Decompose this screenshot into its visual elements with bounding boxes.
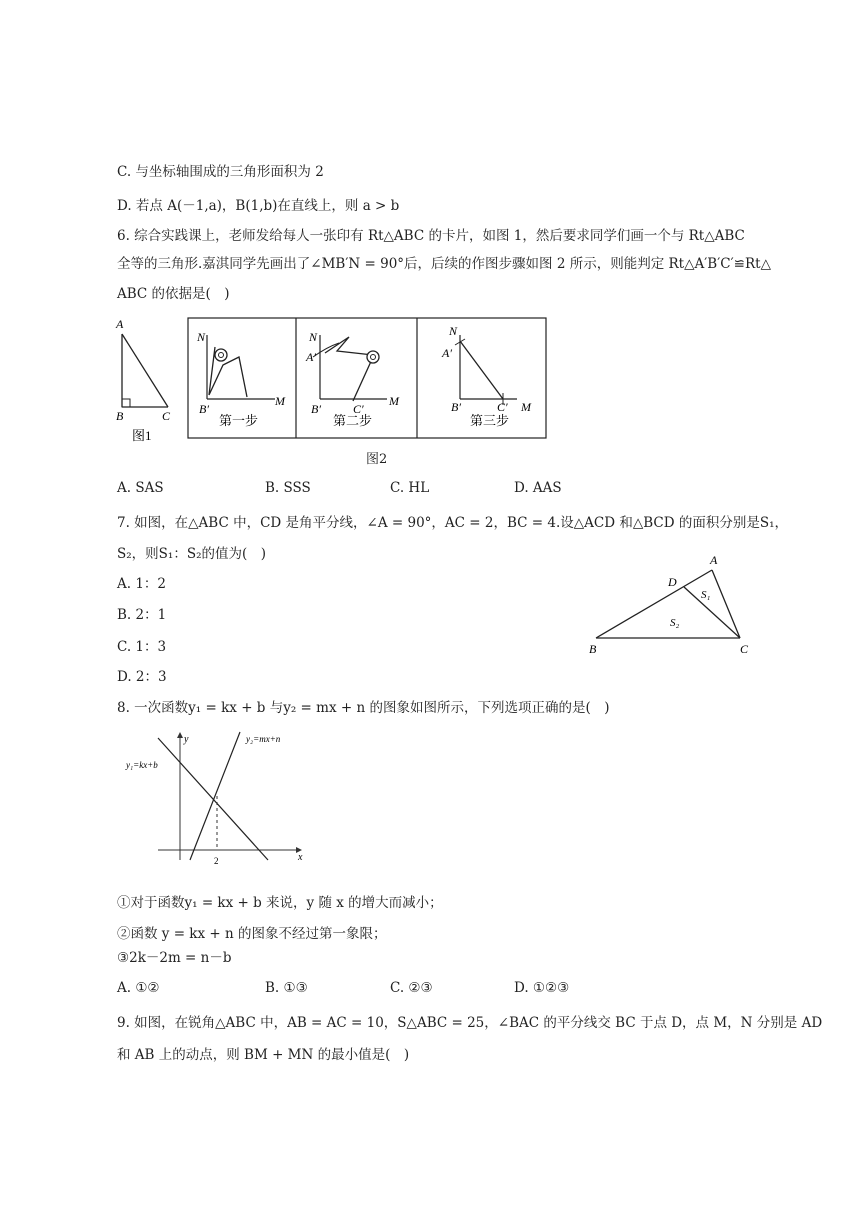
step1-panel: [196, 330, 286, 428]
step2-label-a: A′: [306, 350, 316, 364]
q7-label-a: A: [710, 553, 718, 567]
q6-option-b: B. SSS: [265, 480, 311, 496]
q6-figure-2: [187, 317, 549, 441]
q7-option-d: D. 2：3: [117, 669, 167, 685]
q6-option-d: D. AAS: [514, 480, 562, 496]
step1-label-b: B′: [199, 402, 209, 416]
step3-caption: 第三步: [470, 413, 510, 428]
q5-option-d: D. 若点 A(－1,a)，B(1,b)在直线上，则 a > b: [117, 198, 400, 214]
q6-stem-line3: ABC 的依据是( ): [117, 286, 230, 302]
q8-statement-2: ②函数 y = kx + n 的图象不经过第一象限；: [117, 926, 387, 942]
q7-label-c: C: [740, 642, 749, 656]
q7-label-d: D: [668, 575, 677, 589]
q6-stem-line2: 全等的三角形.嘉淇同学先画出了∠MB′N = 90°后，后续的作图步骤如图 2 所示，则能判定 Rt△A′B′C′≌Rt△: [117, 256, 771, 272]
q8-statement-3: ③2k－2m = n－b: [117, 950, 232, 966]
q8-label-line2: y₂=mx+n: [246, 734, 281, 744]
step2-panel: [305, 330, 400, 428]
q7-label-s2: S₂: [670, 617, 680, 629]
step2-label-b: B′: [311, 402, 321, 416]
q6-figure-1: [110, 312, 185, 447]
q7-label-b: B: [589, 642, 597, 656]
step3-label-a: A′: [442, 346, 452, 360]
q8-option-b: B. ①③: [265, 980, 308, 996]
step2-label-c: C′: [353, 402, 364, 416]
q7-option-c: C. 1：3: [117, 639, 167, 655]
q8-label-line1: y₁=kx+b: [126, 760, 158, 770]
q7-label-s1: S₁: [701, 589, 711, 601]
q6-option-a: A. SAS: [117, 480, 164, 496]
step2-label-m: M: [389, 394, 399, 408]
step1-label-m: M: [275, 394, 285, 408]
q6-option-c: C. HL: [390, 480, 430, 496]
step3-panel: [441, 324, 532, 428]
q7-triangle-figure: [584, 550, 759, 658]
step2-label-n: N: [309, 330, 318, 344]
q8-statement-1: ①对于函数y₁ = kx + b 来说，y 随 x 的增大而减小；: [117, 895, 443, 911]
fig1-caption: 图1: [132, 428, 152, 443]
fig1-label-b: B: [116, 409, 124, 423]
q8-option-d: D. ①②③: [514, 980, 570, 996]
step3-label-c: C′: [497, 400, 508, 414]
q8-stem: 8. 一次函数y₁ = kx + b 与y₂ = mx + n 的图象如图所示，下列选项正确的是( ): [117, 700, 610, 716]
step3-label-m: M: [521, 400, 531, 414]
q8-option-c: C. ②③: [390, 980, 433, 996]
step3-label-b: B′: [451, 400, 461, 414]
q8-graph: [120, 728, 310, 868]
q8-option-a: A. ①②: [117, 980, 160, 996]
q6-stem-line1: 6. 综合实践课上，老师发给每人一张印有 Rt△ABC 的卡片，如图 1，然后要求同学们画一个与 Rt△ABC: [117, 228, 745, 244]
q8-label-x: x: [298, 852, 303, 863]
q8-label-y: y: [184, 734, 189, 745]
q5-option-c: C. 与坐标轴围成的三角形面积为 2: [117, 164, 324, 180]
step3-label-n: N: [449, 324, 458, 338]
q7-stem-line2: S₂，则S₁：S₂的值为( ): [117, 546, 267, 562]
fig1-label-c: C: [162, 409, 171, 423]
q7-stem-line1: 7. 如图，在△ABC 中，CD 是角平分线，∠A = 90°，AC = 2，BC = 4.设△ACD 和△BCD 的面积分别是S₁，: [117, 515, 788, 531]
q9-stem-line2: 和 AB 上的动点，则 BM + MN 的最小值是( ): [117, 1047, 410, 1063]
q7-option-b: B. 2：1: [117, 607, 167, 623]
q9-stem-line1: 9. 如图，在锐角△ABC 中，AB = AC = 10，S△ABC = 25，∠BAC 的平分线交 BC 于点 D，点 M，N 分别是 AD: [117, 1015, 823, 1031]
fig2-caption: 图2: [366, 452, 388, 467]
q7-option-a: A. 1：2: [117, 576, 167, 592]
step2-caption: 第二步: [333, 413, 373, 428]
q8-tick-2: 2: [214, 856, 219, 866]
fig1-label-a: A: [116, 317, 124, 331]
step1-caption: 第一步: [219, 413, 259, 428]
step1-label-n: N: [197, 330, 206, 344]
